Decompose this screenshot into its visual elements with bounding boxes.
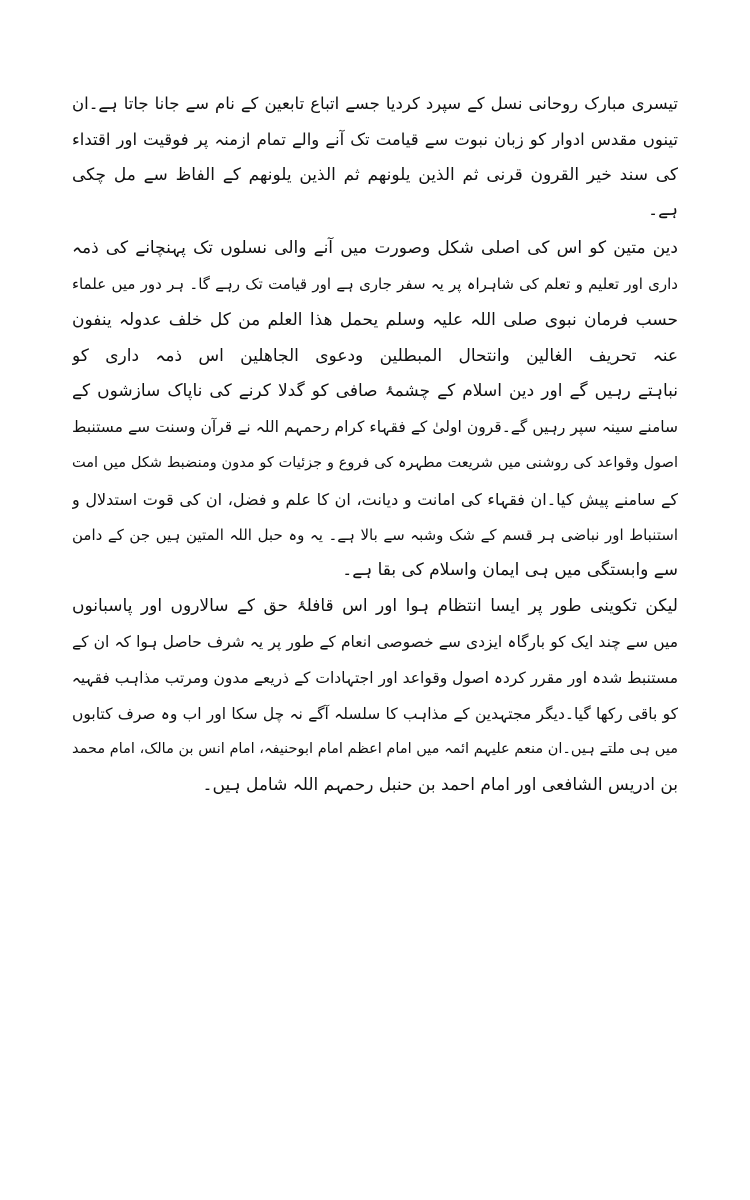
text-line: میں سے چند ایک کو بارگاہ ایزدی سے خصوصی انعام کے طور پر یہ شرف حاصل ہوا کہ ان کے — [72, 632, 678, 651]
text-line: استنباط اور نباضی ہر قسم کے شک وشبہ سے بالا ہے۔ یہ وہ حبل اللہ المتین ہیں جن کے دامن — [72, 525, 678, 544]
text-line: لیکن تکوینی طور پر ایسا انتظام ہوا اور اس قافلۂ حق کے سالاروں اور پاسبانوں — [72, 596, 678, 617]
text-line: عنہ تحریف الغالین وانتحال المبطلین ودعوی الجاھلین اس ذمہ داری کو — [72, 345, 678, 366]
text-line: ہے۔ — [648, 200, 678, 221]
text-line: نباہتے رہیں گے اور دین اسلام کے چشمۂ صافی کو گدلا کرنے کی ناپاک سازشوں کے — [72, 381, 678, 402]
text-line: سے وابستگی میں ہی ایمان واسلام کی بقا ہے۔ — [342, 560, 678, 581]
text-line: کو باقی رکھا گیا۔دیگر مجتہدین کے مذاہب کا سلسلہ آگے نہ چل سکا اور اب وہ صرف کتابوں — [72, 704, 678, 723]
text-line: تینوں مقدس ادوار کو زبان نبوت سے قیامت تک آنے والے تمام ازمنہ پر فوقیت اور اقتداء — [72, 129, 678, 149]
text-line: اصول وقواعد کی روشنی میں شریعت مطہرہ کی فروع و جزئیات کو مدون ومنضبط شکل میں امت — [72, 454, 678, 471]
text-line: حسب فرمان نبوی صلی اللہ علیہ وسلم یحمل ھذا العلم من کل خلف عدولہ ینفون — [72, 309, 678, 330]
paragraph — [72, 231, 678, 589]
text-line: مستنبط شدہ اور مقرر کردہ اصول وقواعد اور اجتہادات کے ذریعے مدون ومرتب مذاہب فقہیہ — [72, 668, 678, 687]
text-line: کی سند خیر القرون قرنی ثم الذین یلونھم ثم الذین یلونھم کے الفاظ سے مل چکی — [72, 164, 678, 185]
body-text — [72, 86, 678, 804]
text-line: سامنے سینہ سپر رہیں گے۔قرون اولیٰ کے فقہاء کرام رحمہم اللہ نے قرآن وسنت سے مستنبط — [72, 418, 678, 437]
text-line: میں ہی ملتے ہیں۔ان منعم علیہم ائمہ میں امام اعظم امام ابوحنیفہ، امام انس بن مالک، امام محمد — [72, 741, 678, 758]
text-line: تیسری مبارک روحانی نسل کے سپرد کردیا جسے اتباع تابعین کے نام سے جانا جاتا ہے۔ان — [72, 94, 678, 113]
text-line: کے سامنے پیش کیا۔ان فقہاء کی امانت و دیانت، ان کا علم و فضل، ان کی قوت استدلال و — [72, 489, 678, 509]
text-line: بن ادریس الشافعی اور امام احمد بن حنبل رحمہم اللہ شامل ہیں۔ — [202, 775, 678, 796]
text-line: داری اور تعلیم و تعلم کی شاہراہ پر یہ سفر جاری ہے اور قیامت تک رہے گا۔ ہر دور میں علماء — [72, 274, 678, 293]
paragraph — [72, 589, 678, 804]
text-line: دین متین کو اس کی اصلی شکل وصورت میں آنے والی نسلوں تک پہنچانے کی ذمہ — [72, 238, 678, 259]
paragraph — [72, 86, 678, 229]
